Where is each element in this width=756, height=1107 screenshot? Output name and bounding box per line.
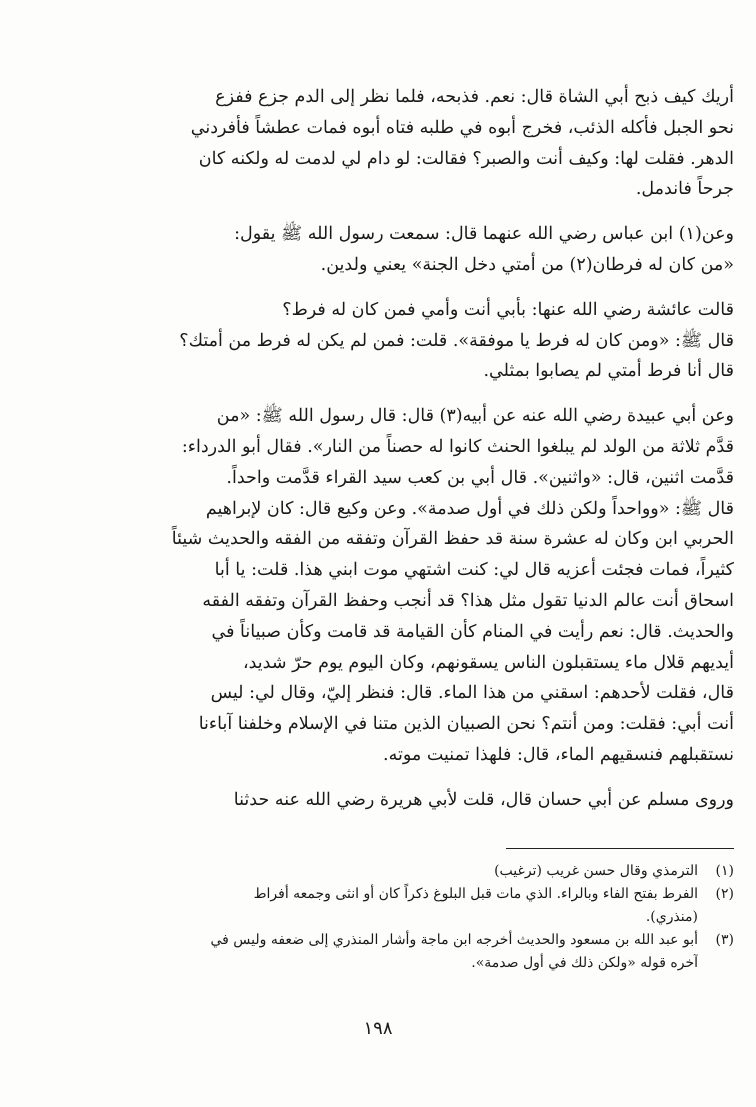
paragraph [100,219,734,281]
footnote-number: (٣) [715,932,734,948]
text-line: قدَّم ثلاثة من الولد لم يبلغوا الحنث كانوا له حصناً من النار». فقال أبو الدرداء: [181,436,734,457]
text-line: أريك كيف ذبح أبي الشاة قال: نعم. فذبحه، فلما نظر إلى الدم جزع ففزع [215,87,734,107]
footnote-text [100,883,698,929]
footnotes [100,860,734,975]
text-line: قالت عائشة رضي الله عنها: بأبي أنت وأمي فمن كان له فرط؟ [282,299,734,320]
footnote [100,883,734,929]
main-text [100,82,734,830]
text-line: قال أنا فرط أمتي لم يصابوا بمثلي. [483,361,734,382]
text-line: «من كان له فرطان(٢) من أمتي دخل الجنة» يعني ولدين. [320,254,734,275]
text-line: نستقبلهم فنسقيهم الماء، قال: فلهذا تمنيت موته. [383,744,734,765]
text-line: أيديهم قلال ماء يستقبلون الناس يسقونهم، وكان اليوم يوم حرّ شديد، [242,652,734,673]
paragraph [100,401,734,771]
footnote-line: أبو عبد الله بن مسعود والحديث أخرجه ابن ماجة وأشار المنذري إلى ضعفه وليس في [210,932,698,948]
paragraph [100,295,734,387]
text-line: قال ﷺ: «وواحداً ولكن ذلك في أول صدمة». وعن وكيع قال: كان لإبراهيم [205,498,734,519]
footnote-text [100,929,698,975]
text-line: والحديث. قال: نعم رأيت في المنام كأن القيامة قد قامت وكأن صبياناً في [211,621,734,642]
text-line: قدَّمت اثنين، قال: «واثنين». قال أبي بن كعب سيد القراء قدَّمت واحداً. [226,467,734,488]
text-line: وعن(١) ابن عباس رضي الله عنهما قال: سمعت رسول الله ﷺ يقول: [234,224,734,245]
text-line: نحو الجبل فأكله الذئب، فخرج أبوه في طلبه فتاه أبوه فمات عطشاً فأفردني [190,117,734,138]
text-line: أنت أبي: فقلت: ومن أنتم؟ نحن الصبيان الذين متنا في الإسلام وخلفنا آباءنا [198,714,734,735]
text-line: جرحاً فاندمل. [635,179,734,200]
footnote-line: (منذري). [645,909,698,925]
text-line: قال ﷺ: «ومن كان له فرط يا موفقة». قلت: فمن لم يكن له فرط من أمتك؟ [179,330,734,351]
text-line: وروى مسلم عن أبي حسان قال، قلت لأبي هريرة رضي الله عنه حدثنا [233,789,734,810]
text-line: وعن أبي عبيدة رضي الله عنه عن أبيه(٣) قال: قال رسول الله ﷺ: «من [216,406,734,427]
paragraph [100,785,734,816]
paragraph [100,82,734,205]
footnote [100,929,734,975]
footnote-number: (٢) [715,886,734,902]
text-line: كثيراً، فمات فجئت أعزيه قال لي: كنت اشتهي موت ابني هذا. قلت: يا أبا [214,560,734,581]
footnote [100,860,734,883]
footnote-text [100,860,698,883]
footnote-line: الترمذي وقال حسن غريب (ترغيب) [494,863,698,879]
footnote-number: (١) [715,863,734,879]
text-line: الحربي ابن وكان له عشرة سنة قد حفظ القرآن وتفقه من الفقه والحديث شيئاً [171,529,734,550]
text-line: الدهر. فقلت لها: وكيف أنت والصبر؟ فقالت: لو دام لي لدمت له ولكنه كان [198,148,734,169]
footnote-line: الفرط بفتح الفاء وبالراء. الذي مات قبل البلوغ ذكراً كان أو انثى وجمعه أفراط [253,886,698,902]
text-line: اسحاق أنت عالم الدنيا تقول مثل هذا؟ قد أنجب وحفظ القرآن وتفقه الفقه [202,590,734,611]
page-number: ١٩٨ [363,1018,393,1039]
footnote-divider [506,848,734,849]
text-line: قال، فقلت لأحدهم: اسقني من هذا الماء. قال: فنظر إليّ، وقال لي: ليس [210,683,734,704]
footnote-line: آخره قوله «ولكن ذلك في أول صدمة». [471,955,698,971]
